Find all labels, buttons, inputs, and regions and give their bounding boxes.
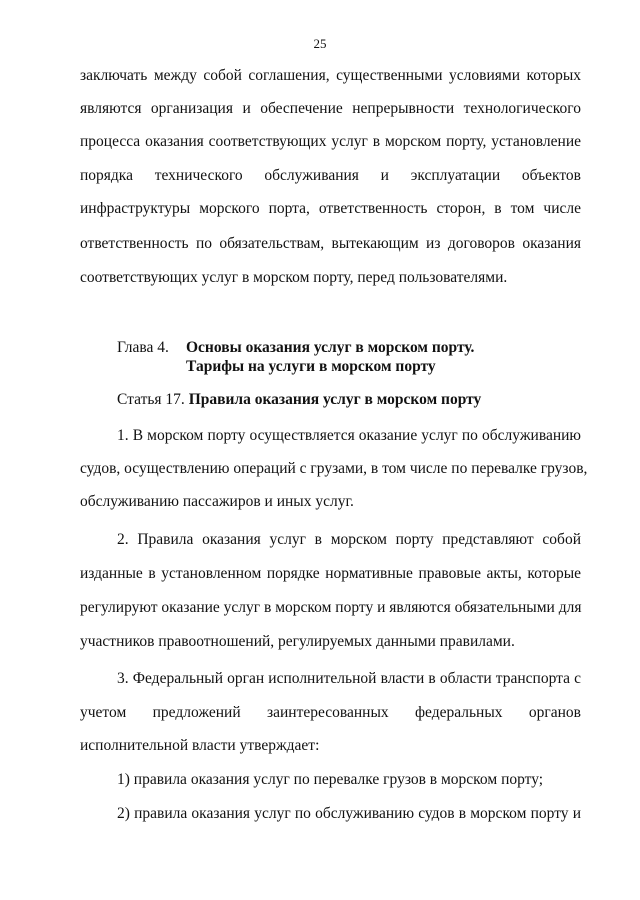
chapter-label: Глава 4.	[117, 339, 169, 356]
paragraph-line: являются организация и обеспечение непрерывности технологического	[80, 100, 581, 117]
clause-line: 2. Правила оказания услуг в морском порту представляют собой	[117, 531, 581, 548]
paragraph-line: инфраструктуры морского порта, ответственность сторон, в том числе	[80, 200, 581, 217]
chapter-title-line-1: Основы оказания услуг в морском порту.	[186, 339, 475, 356]
paragraph-line: порядка технического обслуживания и эксплуатации объектов	[80, 167, 581, 184]
clause-line: изданные в установленном порядке нормативные правовые акты, которые	[80, 565, 581, 582]
clause-line: исполнительной власти утверждает:	[80, 737, 320, 754]
clause-line: обслуживанию пассажиров и иных услуг.	[80, 493, 354, 510]
paragraph-line: ответственность по обязательствам, вытекающим из договоров оказания	[80, 235, 581, 252]
clause-line: 1. В морском порту осуществляется оказание услуг по обслуживанию	[117, 427, 581, 444]
clause-line: судов, осуществлению операций с грузами, в том числе по перевалке грузов,	[80, 460, 588, 477]
article-label: Статья 17.	[117, 391, 185, 408]
paragraph-line: процесса оказания соответствующих услуг в морском порту, установление	[80, 133, 581, 150]
article-heading	[117, 392, 618, 408]
clause-line: учетом предложений заинтересованных федеральных органов	[80, 704, 581, 721]
clause-line: участников правоотношений, регулируемых данными правилами.	[80, 633, 515, 650]
sub-item: 2) правила оказания услуг по обслуживанию судов в морском порту и	[117, 805, 581, 822]
paragraph-line: соответствующих услуг в морском порту, перед пользователями.	[80, 269, 508, 286]
paragraph-line: заключать между собой соглашения, существенными условиями которых	[80, 67, 581, 84]
clause-line: регулируют оказание услуг в морском порту и являются обязательными для	[80, 599, 582, 616]
sub-item: 1) правила оказания услуг по перевалке грузов в морском порту;	[117, 771, 544, 788]
clause-line: 3. Федеральный орган исполнительной власти в области транспорта с	[117, 670, 581, 687]
article-title: Правила оказания услуг в морском порту	[188, 391, 482, 408]
page-number: 25	[313, 36, 327, 51]
chapter-title-line-2: Тарифы на услуги в морском порту	[186, 358, 436, 375]
